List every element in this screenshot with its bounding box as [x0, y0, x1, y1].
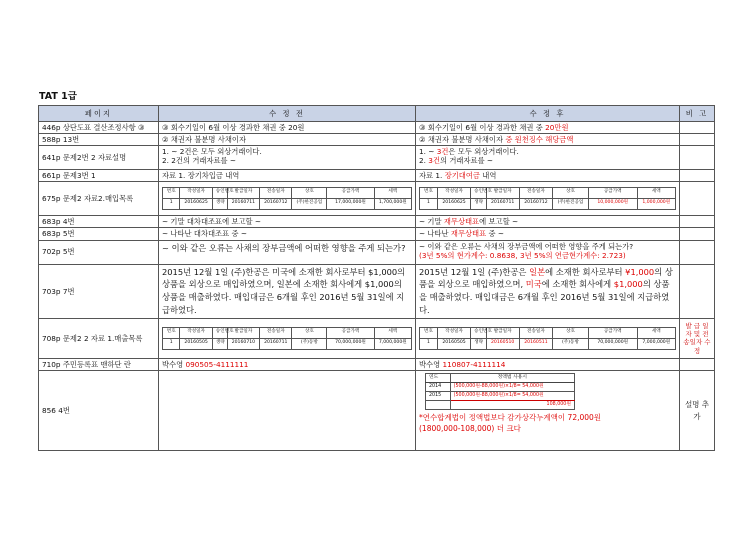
note-cell: 발 급 일 자 및 전송일자 수정 [680, 318, 715, 358]
after-cell: ~ 기말 재무상태표에 보고할 ~ [416, 216, 680, 228]
mini-data-row: 1 20160625 생략 20160711 20160712 (주)한진공업 17,000,000원 1,700,000원 [163, 199, 412, 210]
header-page: 페이지 [39, 106, 159, 122]
document-title: TAT 1급 [39, 91, 77, 102]
after-cell [416, 318, 680, 358]
mini-data-row: 1 20160505 생략 20160510 20160511 (주)동방 70,000,000원 7,000,000원 [420, 338, 676, 349]
mini-header-row: 번호 작성일자 승인번호 발급일자 전송일자 상호 공급가액 세액 [420, 327, 676, 338]
depreciation-row: 108,000원 [426, 401, 575, 410]
depreciation-header: 연도 정액법 사용시 [426, 374, 575, 383]
page-cell: 708p 문제2 2 자료 1.매출목록 [39, 318, 159, 358]
before-cell: ~ 나타난 대차대조표 중 ~ [159, 228, 416, 240]
mini-header-row: 번호 작성일자 승인번호 발급일자 전송일자 상호 공급가액 세액 [163, 188, 412, 199]
table-row [39, 182, 715, 216]
note-cell [680, 182, 715, 216]
before-cell: ~ 기말 대차대조표에 보고할 ~ [159, 216, 416, 228]
before-cell: ③ 회수기일이 6월 이상 경과한 채권 중 20원 [159, 122, 416, 134]
mini-header-row: 번호 작성일자 승인번호 발급일자 전송일자 상호 공급가액 세액 [163, 327, 412, 338]
table-row [39, 216, 715, 228]
note-cell [680, 134, 715, 146]
after-cell [416, 182, 680, 216]
page-cell: 683p 5번 [39, 228, 159, 240]
depreciation-row: 2015 (500,000원-88,000원)×1/8= 54,000원 [426, 392, 575, 401]
depreciation-table [425, 373, 575, 410]
sales-list-after [419, 327, 676, 350]
header-note: 비 고 [680, 106, 715, 122]
page-cell: 856 4번 [39, 371, 159, 451]
before-cell: 자료 1. 장기차입금 내역 [159, 170, 416, 182]
before-cell: 박수영 090505-4111111 [159, 358, 416, 370]
header-row [39, 106, 715, 122]
note-cell [680, 358, 715, 370]
table-row [39, 358, 715, 370]
before-cell [159, 318, 416, 358]
before-cell [159, 182, 416, 216]
before-cell [159, 371, 416, 451]
page-cell: 702p 5번 [39, 240, 159, 264]
mini-data-row: 1 20160505 생략 20160710 20160711 (주)동방 70,000,000원 7,000,000원 [163, 338, 412, 349]
before-cell: 1. ~ 2건은 모두 외상거래이다. 2. 2건의 거래자료를 ~ [159, 146, 416, 170]
before-cell: ~ 이와 같은 오류는 사채의 장부금액에 어떠한 영향을 주게 되는가? [159, 240, 416, 264]
table-row [39, 371, 715, 451]
after-cell: ② 채권자 불분명 사채이자 중 원천징수 해당금액 [416, 134, 680, 146]
note-cell [680, 170, 715, 182]
page-cell: 675p 문제2 자료2.매입목록 [39, 182, 159, 216]
page-cell: 446p 상단도표 결산조정사항 ③ [39, 122, 159, 134]
depreciation-row: 2014 (500,000원-88,000원)×1/8= 54,000원 [426, 383, 575, 392]
after-cell: 2015년 12월 1일 (주)한공은 일본에 소재한 회사로부터 ¥1,000의 상품을 외상으로 매입하였으며, 미국에 소재한 회사에게 $1,000의 상품을 매출하였다. 매입대금은 6개월 후인 2016년 5월 31일에 지급하였다. [416, 264, 680, 318]
note-cell [680, 240, 715, 264]
page-cell: 710p 주민등록표 맨하단 란 [39, 358, 159, 370]
purchase-list-before [162, 187, 412, 210]
table-row [39, 146, 715, 170]
before-cell: 2015년 12월 1일 (주)한공은 미국에 소재한 회사로부터 $1,000의 상품을 외상으로 매입하였으며, 일본에 소재한 회사에게 $1,000의 상품을 매출하였다. 매입대금은 6개월 후인 2016년 5월 31일에 지급하였다. [159, 264, 416, 318]
note-cell [680, 122, 715, 134]
page-cell: 703p 7번 [39, 264, 159, 318]
after-cell: 1. ~ 3건은 모두 외상거래이다. 2. 3건의 거래자료를 ~ [416, 146, 680, 170]
after-cell: 박수영 110807-4111114 [416, 358, 680, 370]
note-cell [680, 146, 715, 170]
header-before: 수 정 전 [159, 106, 416, 122]
note-cell [680, 264, 715, 318]
page-cell: 683p 4번 [39, 216, 159, 228]
table-row [39, 122, 715, 134]
purchase-list-after [419, 187, 676, 210]
after-cell: 자료 1. 장기대여금 내역 [416, 170, 680, 182]
table-row [39, 134, 715, 146]
table-row [39, 170, 715, 182]
before-cell: ② 채권자 불분명 사채이자 [159, 134, 416, 146]
note-cell: 설명 추가 [680, 371, 715, 451]
after-cell [416, 371, 680, 451]
mini-data-row: 1 20160625 생략 20160711 20160712 (주)한진공업 10,000,000원 1,000,000원 [420, 199, 676, 210]
table-row [39, 228, 715, 240]
after-cell: ~ 이와 같은 오류는 사채의 장부금액에 어떠한 영향을 주게 되는가? (3년 5%의 현가계수: 0.8638, 3년 5%의 연금현가계수: 2.723) [416, 240, 680, 264]
mini-header-row: 번호 작성일자 승인번호 발급일자 전송일자 상호 공급가액 세액 [420, 188, 676, 199]
page-cell: 661p 문제3번 1 [39, 170, 159, 182]
sales-list-before [162, 327, 412, 350]
page-cell: 588p 13번 [39, 134, 159, 146]
note-cell [680, 216, 715, 228]
after-cell: ③ 회수기일이 6월 이상 경과한 채권 중 20만원 [416, 122, 680, 134]
correction-table [38, 105, 715, 451]
depreciation-note: *연수합계법이 정액법보다 감가상각누계액이 72,000원 [419, 413, 602, 423]
table-row [39, 318, 715, 358]
depreciation-note-2: (1800,000-108,000) 더 크다 [419, 424, 521, 434]
note-cell [680, 228, 715, 240]
after-cell: ~ 나타난 재무상태표 중 ~ [416, 228, 680, 240]
table-row [39, 240, 715, 264]
header-after: 수 정 후 [416, 106, 680, 122]
page-cell: 641p 문제2번 2 자료설명 [39, 146, 159, 170]
table-row [39, 264, 715, 318]
